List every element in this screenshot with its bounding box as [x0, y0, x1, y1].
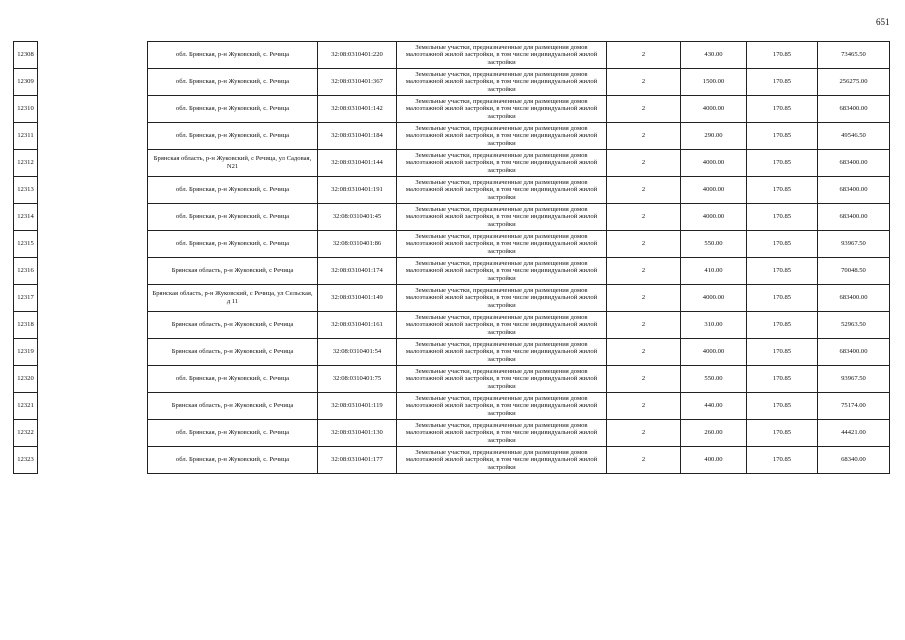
- group-cell: 2: [607, 285, 681, 312]
- cadastral-value-cell: 683400.00: [818, 150, 890, 177]
- rate-cell: 170.85: [747, 42, 818, 69]
- cadastral-number-cell: 32:08:0310401:220: [318, 42, 397, 69]
- cadastral-number-cell: 32:08:0310401:191: [318, 177, 397, 204]
- group-cell: 2: [607, 177, 681, 204]
- address-cell: обл. Брянская, р-н Жуковский, с. Речица: [148, 447, 318, 474]
- cadastral-value-cell: 52963.50: [818, 312, 890, 339]
- cadastral-value-cell: 68340.00: [818, 447, 890, 474]
- cadastral-number-cell: 32:08:0310401:142: [318, 96, 397, 123]
- rate-cell: 170.85: [747, 258, 818, 285]
- group-cell: 2: [607, 69, 681, 96]
- cadastral-value-cell: 93967.50: [818, 231, 890, 258]
- row-number: 12310: [14, 96, 38, 123]
- empty-cell: [38, 42, 148, 69]
- area-cell: 550.00: [681, 231, 747, 258]
- land-use-cell: Земельные участки, предназначенные для размещения домов малоэтажной жилой застройки, в том числе индивидуальной жилой застройки: [397, 393, 607, 420]
- address-cell: Брянская область, р-н Жуковский, с Речица: [148, 312, 318, 339]
- land-use-cell: Земельные участки, предназначенные для размещения домов малоэтажной жилой застройки, в том числе индивидуальной жилой застройки: [397, 96, 607, 123]
- row-number: 12313: [14, 177, 38, 204]
- rate-cell: 170.85: [747, 69, 818, 96]
- cadastral-value-cell: 683400.00: [818, 204, 890, 231]
- row-number: 12316: [14, 258, 38, 285]
- land-use-cell: Земельные участки, предназначенные для размещения домов малоэтажной жилой застройки, в том числе индивидуальной жилой застройки: [397, 204, 607, 231]
- land-use-cell: Земельные участки, предназначенные для размещения домов малоэтажной жилой застройки, в том числе индивидуальной жилой застройки: [397, 150, 607, 177]
- area-cell: 4000.00: [681, 339, 747, 366]
- cadastral-number-cell: 32:08:0310401:177: [318, 447, 397, 474]
- cadastral-value-cell: 49546.50: [818, 123, 890, 150]
- empty-cell: [38, 420, 148, 447]
- table-row: [14, 258, 890, 285]
- area-cell: 550.00: [681, 366, 747, 393]
- empty-cell: [38, 258, 148, 285]
- rate-cell: 170.85: [747, 447, 818, 474]
- cadastral-number-cell: 32:08:0310401:119: [318, 393, 397, 420]
- table-row: [14, 393, 890, 420]
- table-row: [14, 285, 890, 312]
- area-cell: 410.00: [681, 258, 747, 285]
- address-cell: обл. Брянская, р-н Жуковский, с. Речица: [148, 42, 318, 69]
- empty-cell: [38, 312, 148, 339]
- table-row: [14, 42, 890, 69]
- cadastral-number-cell: 32:08:0310401:130: [318, 420, 397, 447]
- cadastral-value-cell: 683400.00: [818, 285, 890, 312]
- cadastral-value-cell: 683400.00: [818, 96, 890, 123]
- page-number: 651: [876, 17, 890, 27]
- group-cell: 2: [607, 312, 681, 339]
- address-cell: обл. Брянская, р-н Жуковский, с. Речица: [148, 123, 318, 150]
- address-cell: обл. Брянская, р-н Жуковский, с. Речица: [148, 177, 318, 204]
- cadastral-number-cell: 32:08:0310401:184: [318, 123, 397, 150]
- table-row: [14, 447, 890, 474]
- area-cell: 400.00: [681, 447, 747, 474]
- cadastral-value-table: [13, 41, 890, 474]
- land-use-cell: Земельные участки, предназначенные для размещения домов малоэтажной жилой застройки, в том числе индивидуальной жилой застройки: [397, 312, 607, 339]
- empty-cell: [38, 123, 148, 150]
- address-cell: обл. Брянская, р-н Жуковский, с. Речица: [148, 69, 318, 96]
- row-number: 12323: [14, 447, 38, 474]
- area-cell: 4000.00: [681, 96, 747, 123]
- empty-cell: [38, 366, 148, 393]
- empty-cell: [38, 231, 148, 258]
- group-cell: 2: [607, 447, 681, 474]
- group-cell: 2: [607, 420, 681, 447]
- address-cell: обл. Брянская, р-н Жуковский, с. Речица: [148, 231, 318, 258]
- group-cell: 2: [607, 258, 681, 285]
- table-row: [14, 231, 890, 258]
- rate-cell: 170.85: [747, 150, 818, 177]
- cadastral-number-cell: 32:08:0310401:161: [318, 312, 397, 339]
- land-use-cell: Земельные участки, предназначенные для размещения домов малоэтажной жилой застройки, в том числе индивидуальной жилой застройки: [397, 420, 607, 447]
- rate-cell: 170.85: [747, 366, 818, 393]
- cadastral-value-cell: 73465.50: [818, 42, 890, 69]
- area-cell: 4000.00: [681, 177, 747, 204]
- rate-cell: 170.85: [747, 204, 818, 231]
- address-cell: обл. Брянская, р-н Жуковский, с. Речица: [148, 204, 318, 231]
- address-cell: Брянская область, р-н Жуковский, с Речица: [148, 393, 318, 420]
- cadastral-number-cell: 32:08:0310401:174: [318, 258, 397, 285]
- area-cell: 4000.00: [681, 204, 747, 231]
- table-row: [14, 312, 890, 339]
- area-cell: 310.00: [681, 312, 747, 339]
- table-row: [14, 69, 890, 96]
- address-cell: Брянская область, р-н Жуковский, с Речица, ул Сельская, д 11: [148, 285, 318, 312]
- table-row: [14, 177, 890, 204]
- group-cell: 2: [607, 339, 681, 366]
- table-row: [14, 204, 890, 231]
- area-cell: 1500.00: [681, 69, 747, 96]
- table-row: [14, 366, 890, 393]
- empty-cell: [38, 69, 148, 96]
- row-number: 12321: [14, 393, 38, 420]
- row-number: 12322: [14, 420, 38, 447]
- area-cell: 260.00: [681, 420, 747, 447]
- cadastral-value-cell: 93967.50: [818, 366, 890, 393]
- empty-cell: [38, 96, 148, 123]
- cadastral-value-cell: 256275.00: [818, 69, 890, 96]
- land-use-cell: Земельные участки, предназначенные для размещения домов малоэтажной жилой застройки, в том числе индивидуальной жилой застройки: [397, 123, 607, 150]
- area-cell: 290.00: [681, 123, 747, 150]
- address-cell: Брянская область, р-н Жуковский, с Речица, ул Садовая, N21: [148, 150, 318, 177]
- table-row: [14, 339, 890, 366]
- row-number: 12318: [14, 312, 38, 339]
- empty-cell: [38, 285, 148, 312]
- land-use-cell: Земельные участки, предназначенные для размещения домов малоэтажной жилой застройки, в том числе индивидуальной жилой застройки: [397, 339, 607, 366]
- address-cell: Брянская область, р-н Жуковский, с Речица: [148, 258, 318, 285]
- land-use-cell: Земельные участки, предназначенные для размещения домов малоэтажной жилой застройки, в том числе индивидуальной жилой застройки: [397, 177, 607, 204]
- land-use-cell: Земельные участки, предназначенные для размещения домов малоэтажной жилой застройки, в том числе индивидуальной жилой застройки: [397, 42, 607, 69]
- empty-cell: [38, 393, 148, 420]
- table-body: [14, 42, 890, 474]
- land-use-cell: Земельные участки, предназначенные для размещения домов малоэтажной жилой застройки, в том числе индивидуальной жилой застройки: [397, 285, 607, 312]
- table-row: [14, 123, 890, 150]
- land-use-cell: Земельные участки, предназначенные для размещения домов малоэтажной жилой застройки, в том числе индивидуальной жилой застройки: [397, 231, 607, 258]
- address-cell: обл. Брянская, р-н Жуковский, с. Речица: [148, 96, 318, 123]
- area-cell: 4000.00: [681, 150, 747, 177]
- row-number: 12309: [14, 69, 38, 96]
- row-number: 12317: [14, 285, 38, 312]
- rate-cell: 170.85: [747, 420, 818, 447]
- group-cell: 2: [607, 366, 681, 393]
- land-use-cell: Земельные участки, предназначенные для размещения домов малоэтажной жилой застройки, в том числе индивидуальной жилой застройки: [397, 366, 607, 393]
- group-cell: 2: [607, 231, 681, 258]
- table-row: [14, 420, 890, 447]
- table-row: [14, 150, 890, 177]
- group-cell: 2: [607, 96, 681, 123]
- rate-cell: 170.85: [747, 177, 818, 204]
- row-number: 12311: [14, 123, 38, 150]
- empty-cell: [38, 204, 148, 231]
- address-cell: обл. Брянская, р-н Жуковский, с. Речица: [148, 420, 318, 447]
- land-use-cell: Земельные участки, предназначенные для размещения домов малоэтажной жилой застройки, в том числе индивидуальной жилой застройки: [397, 258, 607, 285]
- rate-cell: 170.85: [747, 123, 818, 150]
- row-number: 12319: [14, 339, 38, 366]
- group-cell: 2: [607, 150, 681, 177]
- rate-cell: 170.85: [747, 393, 818, 420]
- cadastral-value-cell: 683400.00: [818, 177, 890, 204]
- area-cell: 440.00: [681, 393, 747, 420]
- cadastral-value-cell: 70048.50: [818, 258, 890, 285]
- address-cell: Брянская область, р-н Жуковский, с Речица: [148, 339, 318, 366]
- land-use-cell: Земельные участки, предназначенные для размещения домов малоэтажной жилой застройки, в том числе индивидуальной жилой застройки: [397, 69, 607, 96]
- group-cell: 2: [607, 42, 681, 69]
- rate-cell: 170.85: [747, 339, 818, 366]
- cadastral-number-cell: 32:08:0310401:86: [318, 231, 397, 258]
- rate-cell: 170.85: [747, 96, 818, 123]
- group-cell: 2: [607, 393, 681, 420]
- empty-cell: [38, 339, 148, 366]
- row-number: 12312: [14, 150, 38, 177]
- cadastral-number-cell: 32:08:0310401:367: [318, 69, 397, 96]
- cadastral-number-cell: 32:08:0310401:144: [318, 150, 397, 177]
- empty-cell: [38, 177, 148, 204]
- address-cell: обл. Брянская, р-н Жуковский, с. Речица: [148, 366, 318, 393]
- cadastral-number-cell: 32:08:0310401:75: [318, 366, 397, 393]
- cadastral-number-cell: 32:08:0310401:149: [318, 285, 397, 312]
- cadastral-number-cell: 32:08:0310401:45: [318, 204, 397, 231]
- row-number: 12314: [14, 204, 38, 231]
- empty-cell: [38, 447, 148, 474]
- area-cell: 4000.00: [681, 285, 747, 312]
- rate-cell: 170.85: [747, 312, 818, 339]
- group-cell: 2: [607, 204, 681, 231]
- cadastral-value-cell: 683400.00: [818, 339, 890, 366]
- rate-cell: 170.85: [747, 285, 818, 312]
- cadastral-value-cell: 75174.00: [818, 393, 890, 420]
- row-number: 12315: [14, 231, 38, 258]
- cadastral-number-cell: 32:08:0310401:54: [318, 339, 397, 366]
- table-row: [14, 96, 890, 123]
- row-number: 12308: [14, 42, 38, 69]
- row-number: 12320: [14, 366, 38, 393]
- group-cell: 2: [607, 123, 681, 150]
- area-cell: 430.00: [681, 42, 747, 69]
- rate-cell: 170.85: [747, 231, 818, 258]
- empty-cell: [38, 150, 148, 177]
- cadastral-value-cell: 44421.00: [818, 420, 890, 447]
- land-use-cell: Земельные участки, предназначенные для размещения домов малоэтажной жилой застройки, в том числе индивидуальной жилой застройки: [397, 447, 607, 474]
